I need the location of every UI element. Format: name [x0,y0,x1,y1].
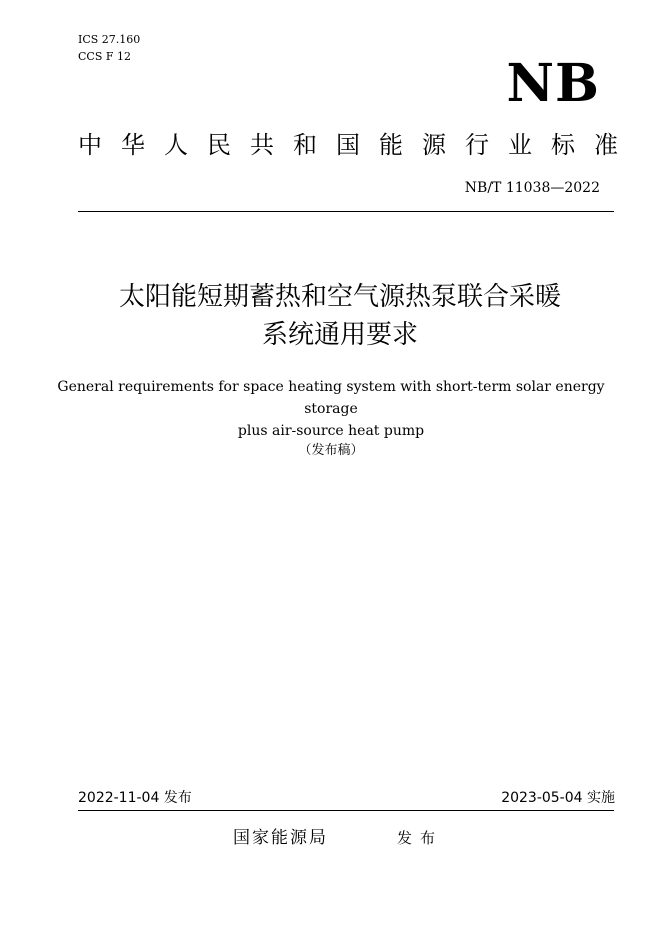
industry-char: 中 [78,131,102,159]
industry-char: 准 [594,131,618,159]
document-title-cn [40,278,640,354]
industry-char: 源 [422,131,446,159]
draft-status: （发布稿） [298,443,364,458]
industry-char: 业 [508,131,532,159]
nb-logo: NB [506,53,600,114]
industry-char: 人 [164,131,188,159]
industry-char: 民 [207,131,231,159]
title-en-line-1: General requirements for space heating system with short-term solar energy storage [57,379,605,417]
implement-date: 2023-05-04 实施 [501,790,615,806]
title-en-line-2: plus air-source heat pump [237,423,425,439]
document-title-en [40,376,622,442]
standard-number: NB/T 11038—2022 [464,180,600,196]
title-cn-line-1: 太阳能短期蓄热和空气源热泵联合采暖 [118,282,561,312]
industry-char: 标 [551,131,575,159]
industry-char: 和 [293,131,317,159]
industry-char: 共 [250,131,274,159]
publish-date: 2022-11-04 发布 [78,790,192,806]
industry-char: 华 [121,131,145,159]
industry-char: 行 [465,131,489,159]
bottom-divider [78,810,614,811]
industry-char: 能 [379,131,403,159]
ccs-code: CCS F 12 [78,50,131,63]
industry-char: 国 [336,131,360,159]
issuing-authority: 国家能源局 [233,828,328,848]
top-divider [78,211,614,212]
issue-label: 发布 [397,829,444,847]
industry-standard-name [78,128,618,162]
title-cn-line-2: 系统通用要求 [261,320,418,350]
ics-code: ICS 27.160 [78,33,141,46]
